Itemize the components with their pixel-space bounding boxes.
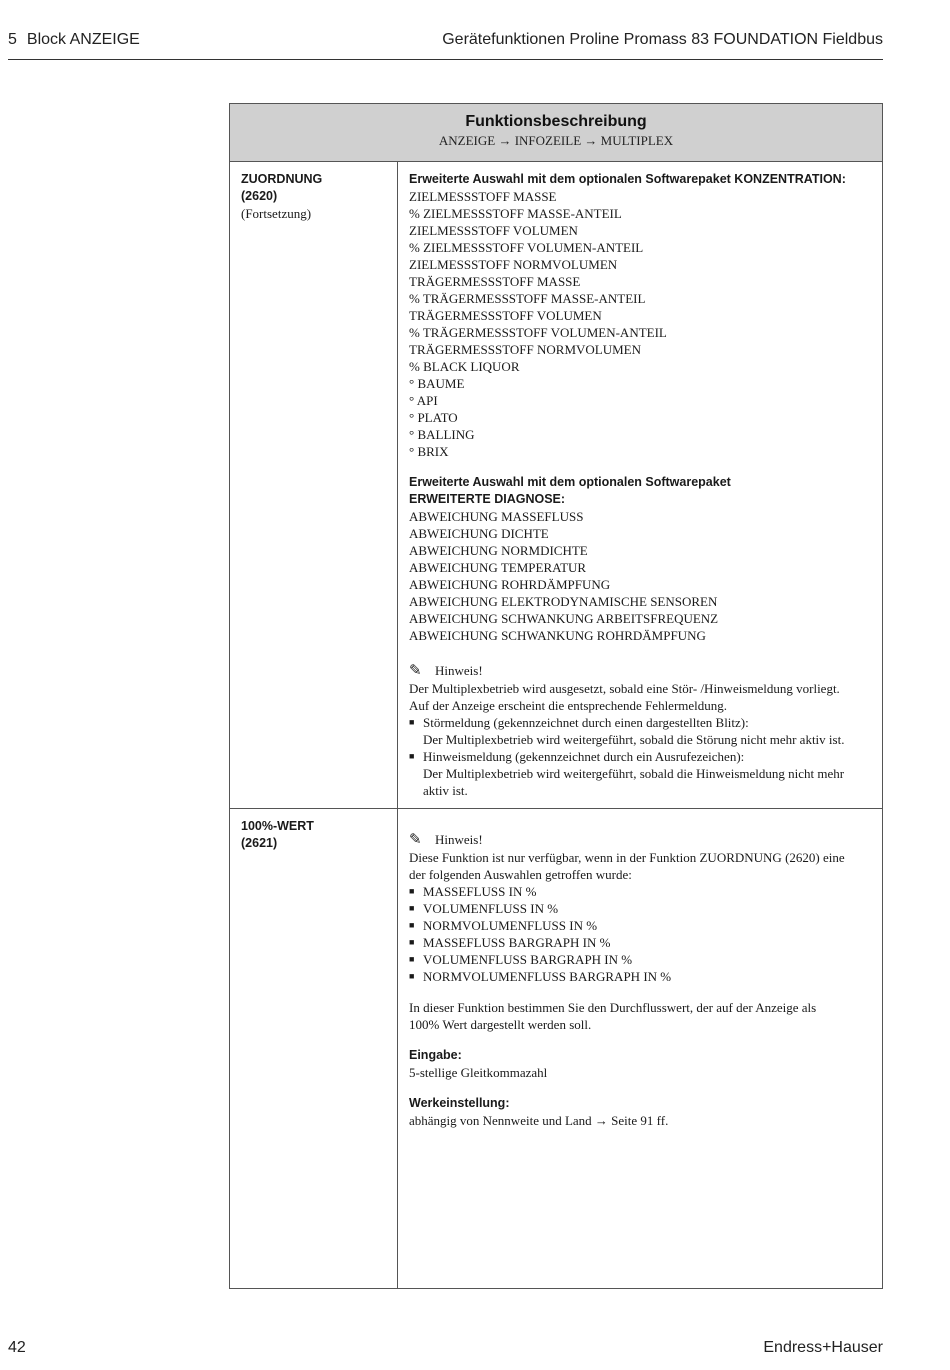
list-item: % TRÄGERMESSSTOFF VOLUMEN-ANTEIL: [409, 325, 667, 340]
bullet-text: Der Multiplexbetrieb wird weitergeführt, sobald die Störung nicht mehr aktiv ist.: [423, 732, 845, 747]
list-item: % ZIELMESSSTOFF VOLUMEN-ANTEIL: [409, 240, 644, 255]
hint-label: Hinweis!: [435, 663, 483, 678]
table-title: Funktionsbeschreibung: [465, 113, 647, 130]
list-item: ZIELMESSSTOFF MASSE: [409, 189, 557, 204]
brand-name: Endress+Hauser: [763, 1339, 883, 1356]
hint-text-line: Auf der Anzeige erscheint die entsprechende Fehlermeldung.: [409, 698, 728, 713]
running-header-chapter: [8, 31, 140, 49]
bullet-text: Der Multiplexbetrieb wird weitergeführt, sobald die Hinweismeldung nicht mehr: [423, 766, 845, 781]
function-description-table: [229, 103, 883, 1289]
list-item: TRÄGERMESSSTOFF MASSE: [409, 274, 581, 289]
list-item: ABWEICHUNG DICHTE: [409, 526, 549, 541]
function-name-cell: [230, 162, 398, 808]
list-item: TRÄGERMESSSTOFF NORMVOLUMEN: [409, 342, 641, 357]
continuation-note: (Fortsetzung): [241, 206, 312, 221]
hint-text-line: Der Multiplexbetrieb wird ausgesetzt, sobald eine Stör- /Hinweismeldung vorliegt.: [409, 681, 840, 696]
diagnose-list: [409, 508, 872, 644]
hint-label: Hinweis!: [435, 832, 483, 847]
list-item: ZIELMESSSTOFF VOLUMEN: [409, 223, 578, 238]
list-item: ° PLATO: [409, 410, 458, 425]
section-heading-diagnose-line1: Erweiterte Auswahl mit dem optionalen Softwarepaket: [409, 475, 731, 489]
table-menu-path: ANZEIGE → INFOZEILE → MULTIPLEX: [438, 133, 674, 148]
hint-text-line: Diese Funktion ist nur verfügbar, wenn in der Funktion ZUORDNUNG (2620) eine: [409, 850, 845, 865]
section-heading-diagnose-line2: ERWEITERTE DIAGNOSE:: [409, 492, 566, 506]
bullet-title: ■ Hinweismeldung (gekennzeichnet durch ein Ausrufezeichen):: [423, 749, 745, 764]
input-label: Eingabe:: [409, 1048, 462, 1062]
list-item: TRÄGERMESSSTOFF VOLUMEN: [409, 308, 602, 323]
bullet-title: ■ Störmeldung (gekennzeichnet durch einen dargestellten Blitz):: [423, 715, 749, 730]
bullet-item: ■ VOLUMENFLUSS IN %: [409, 900, 872, 917]
section-heading-konzentration: Erweiterte Auswahl mit dem optionalen Softwarepaket KONZENTRATION:: [409, 172, 846, 186]
header-divider: [8, 59, 883, 60]
list-item: ABWEICHUNG SCHWANKUNG ARBEITSFREQUENZ: [409, 611, 719, 626]
list-item: % ZIELMESSSTOFF MASSE-ANTEIL: [409, 206, 622, 221]
default-label: Werkeinstellung:: [409, 1096, 510, 1110]
list-item: ° API: [409, 393, 438, 408]
list-item: ABWEICHUNG SCHWANKUNG ROHRDÄMPFUNG: [409, 628, 706, 643]
list-item: ° BAUME: [409, 376, 465, 391]
bullet-item: ■ MASSEFLUSS IN %: [409, 883, 872, 900]
function-name: 100%-WERT: [241, 819, 314, 833]
list-item: ° BALLING: [409, 427, 475, 442]
function-name-cell: [230, 809, 398, 1288]
function-description-cell: [398, 162, 882, 808]
description-line: 100% Wert dargestellt werden soll.: [409, 1017, 592, 1032]
function-code: (2620): [241, 189, 278, 203]
list-item: % TRÄGERMESSSTOFF MASSE-ANTEIL: [409, 291, 646, 306]
bullet-item: ■ NORMVOLUMENFLUSS BARGRAPH IN %: [409, 968, 872, 985]
table-row-zuordnung: [230, 162, 882, 809]
bullet-item: [409, 714, 872, 748]
list-item: ABWEICHUNG TEMPERATUR: [409, 560, 587, 575]
list-item: ABWEICHUNG ELEKTRODYNAMISCHE SENSOREN: [409, 594, 718, 609]
konzentration-list: [409, 188, 872, 460]
function-description-cell: [398, 809, 882, 1288]
option-bullets: [409, 883, 872, 985]
chapter-title: Block ANZEIGE: [26, 31, 140, 48]
function-code: (2621): [241, 836, 278, 850]
default-value: abhängig von Nennweite und Land → Seite 91 ff.: [409, 1113, 669, 1128]
list-item: % BLACK LIQUOR: [409, 359, 520, 374]
input-value: 5-stellige Gleitkommazahl: [409, 1065, 548, 1080]
function-name: ZUORDNUNG: [241, 172, 323, 186]
hint-bullets: [409, 714, 872, 799]
bullet-item: ■ NORMVOLUMENFLUSS IN %: [409, 917, 872, 934]
list-item: ABWEICHUNG NORMDICHTE: [409, 543, 588, 558]
table-row-100-wert: [230, 809, 882, 1288]
page-number: 42: [8, 1339, 26, 1356]
table-header: [230, 104, 882, 162]
hint-text-line: der folgenden Auswahlen getroffen wurde:: [409, 867, 632, 882]
list-item: ABWEICHUNG MASSEFLUSS: [409, 509, 584, 524]
bullet-item: ■ VOLUMENFLUSS BARGRAPH IN %: [409, 951, 872, 968]
list-item: ABWEICHUNG ROHRDÄMPFUNG: [409, 577, 611, 592]
pencil-icon: ✎: [409, 832, 422, 848]
list-item: ZIELMESSSTOFF NORMVOLUMEN: [409, 257, 618, 272]
pencil-icon: ✎: [409, 663, 422, 679]
chapter-number: 5: [8, 31, 17, 48]
bullet-item: [409, 748, 872, 799]
running-header-title: Gerätefunktionen Proline Promass 83 FOUNDATION Fieldbus: [442, 31, 883, 48]
bullet-text: aktiv ist.: [423, 783, 468, 798]
list-item: ° BRIX: [409, 444, 449, 459]
hint-block: [409, 662, 872, 799]
bullet-item: ■ MASSEFLUSS BARGRAPH IN %: [409, 934, 872, 951]
description-line: In dieser Funktion bestimmen Sie den Durchflusswert, der auf der Anzeige als: [409, 1000, 817, 1015]
